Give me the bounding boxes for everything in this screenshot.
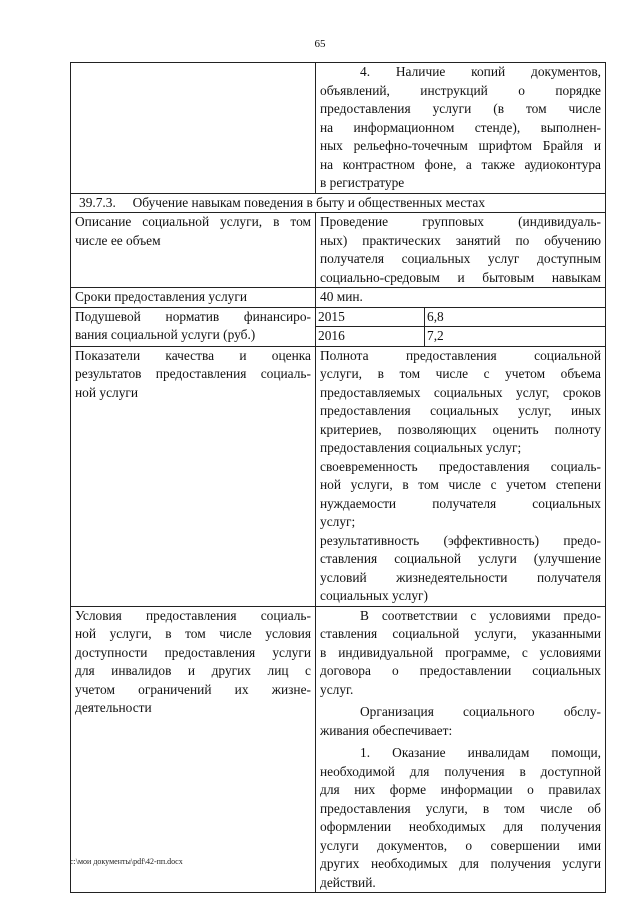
norm-value: 7,2 bbox=[427, 328, 444, 343]
text-line: ных) практических занятий по обучению bbox=[320, 232, 601, 248]
text-line: в регистратуре bbox=[320, 175, 405, 190]
table-row bbox=[71, 346, 606, 606]
service-table bbox=[70, 62, 606, 893]
text-line: 4. Наличие копий документов, bbox=[360, 64, 601, 79]
norm-year: 2016 bbox=[316, 327, 425, 346]
norm-values bbox=[316, 307, 606, 346]
quality-label bbox=[71, 346, 316, 606]
text-line: для инвалидов и других лиц с bbox=[75, 663, 311, 678]
terms-value: 40 мин. bbox=[316, 288, 606, 308]
text-line: услуги, в том числе с учетом объема bbox=[320, 366, 601, 381]
text-line: условий жизнедеятельности получателя bbox=[320, 569, 601, 585]
table-row bbox=[71, 606, 606, 893]
text-line: социальных услуг) bbox=[320, 588, 428, 603]
text-line: результатов предоставления социаль- bbox=[75, 366, 311, 381]
text-line: для них форме информации о правилах bbox=[320, 782, 601, 797]
section-row bbox=[71, 193, 606, 213]
text-line: услуг. bbox=[320, 681, 354, 697]
norm-row bbox=[316, 308, 605, 327]
text-line: предоставления социальных услуг, иных bbox=[320, 403, 601, 418]
text-line: Описание социальной услуги, в том bbox=[75, 214, 311, 229]
text-line: своевременность предоставления социаль- bbox=[320, 458, 601, 474]
section-title: Обучение навыкам поведения в быту и общественных местах bbox=[132, 194, 486, 210]
conditions-label bbox=[71, 606, 316, 893]
text-line: ной услуги bbox=[75, 384, 139, 400]
accessibility-cell bbox=[316, 63, 606, 194]
text-line: ставления социальной услуги, указанными bbox=[320, 626, 601, 641]
text-line: критериев, позволяющих оценить полноту bbox=[320, 421, 601, 437]
text-line: Показатели качества и оценка bbox=[75, 347, 311, 363]
text-line: вания социальной услуги (руб.) bbox=[75, 327, 256, 342]
section-number: 39.7.3. bbox=[79, 194, 116, 210]
footer-file-path: c:\мои документы\pdf\42-пп.docx bbox=[70, 857, 183, 866]
description-label bbox=[71, 213, 316, 288]
text-line: учетом ограничений их жизне- bbox=[75, 681, 311, 697]
text-line: ной услуги, в том числе с учетом степени bbox=[320, 477, 601, 492]
text-line: действий. bbox=[320, 874, 376, 890]
text-line: В соответствии с условиями предо- bbox=[360, 607, 601, 623]
description-value bbox=[316, 213, 606, 288]
text-line: живания обеспечивает: bbox=[320, 722, 453, 738]
text-line: 1. Оказание инвалидам помощи, bbox=[360, 745, 601, 760]
text-line: Условия предоставления социаль- bbox=[75, 607, 311, 623]
text-line: на контрастном фоне, а также аудиоконтура bbox=[320, 156, 601, 172]
table-row bbox=[71, 288, 606, 308]
text-line: Подушевой норматив финансиро- bbox=[75, 308, 311, 324]
text-line: предоставления социальных услуг; bbox=[320, 440, 522, 455]
quality-value bbox=[316, 346, 606, 606]
text-line: ных рельефно-точечным шрифтом Брайля и bbox=[320, 138, 601, 153]
text-line: ной услуги, в том числе условия bbox=[75, 626, 311, 641]
text-line: нуждаемости получателя социальных bbox=[320, 495, 601, 511]
text-line: Полнота предоставления социальной bbox=[320, 347, 601, 363]
text-line: в индивидуальной программе, с условиями bbox=[320, 644, 601, 660]
text-line: предоставляемых социальных услуг, сроков bbox=[320, 384, 601, 400]
norm-value: 6,8 bbox=[427, 308, 444, 324]
text-line: оформлении необходимых для получения bbox=[320, 819, 601, 834]
text-line: результативность (эффективность) предо- bbox=[320, 532, 601, 548]
text-line: других необходимых для получения услуги bbox=[320, 856, 601, 871]
section-heading bbox=[71, 193, 606, 213]
text-line: необходимой для получения в доступной bbox=[320, 763, 601, 779]
text-line: на информационном стенде), выполнен- bbox=[320, 119, 601, 135]
norm-row bbox=[316, 327, 605, 346]
text-line: предоставления услуги, в том числе об bbox=[320, 800, 601, 816]
terms-label: Сроки предоставления услуги bbox=[71, 288, 316, 308]
empty-cell bbox=[71, 63, 316, 194]
norm-label bbox=[71, 307, 316, 346]
text-line: доступности предоставления услуги bbox=[75, 644, 311, 660]
text-line: социально-средовым и бытовым навыкам bbox=[320, 269, 601, 285]
table-row bbox=[71, 213, 606, 288]
text-line: услуг; bbox=[320, 514, 356, 529]
norm-year: 2015 bbox=[316, 308, 425, 327]
text-line: ставления социальной услуги (улучшение bbox=[320, 551, 601, 566]
norm-table bbox=[316, 308, 605, 346]
text-line: услуги документов, о совершении ими bbox=[320, 837, 601, 853]
table-row bbox=[71, 307, 606, 346]
text-line: Организация социального обслу- bbox=[360, 704, 601, 719]
conditions-value bbox=[316, 606, 606, 893]
text-line: предоставления услуги (в том числе bbox=[320, 101, 601, 116]
page-number: 65 bbox=[314, 38, 326, 50]
text-line: объявлений, инструкций о порядке bbox=[320, 82, 601, 98]
text-line: получателя социальных услуг доступным bbox=[320, 251, 601, 266]
text-line: деятельности bbox=[75, 700, 152, 715]
text-line: договора о предоставлении социальных bbox=[320, 663, 601, 678]
text-line: Проведение групповых (индивидуаль- bbox=[320, 214, 601, 229]
text-line: числе ее объем bbox=[75, 232, 161, 248]
table-row bbox=[71, 63, 606, 194]
